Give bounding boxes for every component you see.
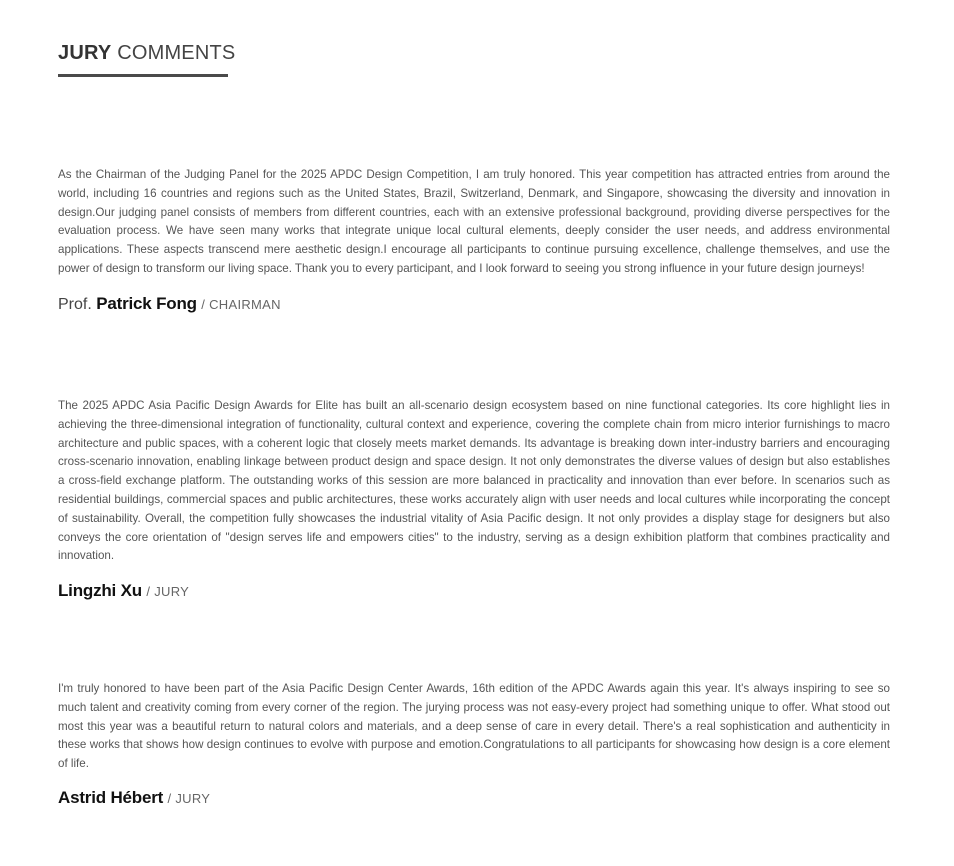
section-title xyxy=(58,41,235,65)
signature-role: / JURY xyxy=(146,584,190,600)
comment-text: As the Chairman of the Judging Panel for the 2025 APDC Design Competition, I am truly honored. This year competition has attracted entries from around the world, including 16 countries and regions such as the United States, Brazil, Switzerland, Denmark, and Singapore, showcasing the diversity and innovation in design.Our judging panel consists of members from different countries, each with an extensive professional background, providing diverse perspectives for the evaluation process. We have seen many works that integrate unique local cultural elements, deeply consider the user needs, and address environmental applications. These aspects transcend mere aesthetic design.I encourage all participants to continue pursuing excellence, challenge themselves, and use the power of design to transform our living space. Thank you to every participant, and I look forward to seeing you strong influence in your future design journeys! xyxy=(58,168,890,275)
jury-comment-astrid-hebert xyxy=(58,680,890,808)
signature-name: Patrick Fong xyxy=(96,293,197,313)
comment-text: I'm truly honored to have been part of the Asia Pacific Design Center Awards, 16th edition of the APDC Awards again this year. It's always inspiring to see so much talent and creativity coming from every corner of the region. The jurying process was not easy-every project had something unique to offer. What stood out most this year was a beautiful return to natural colors and materials, and a deep sense of care in every detail. There's a real sophistication and authenticity in these works that shows how design continues to evolve with purpose and emotion.Congratulations to all participants for showcasing how design is a core element of life. xyxy=(58,682,890,771)
title-underline xyxy=(58,74,228,77)
section-title-rest: COMMENTS xyxy=(117,42,236,64)
signature xyxy=(58,788,890,808)
section-title-bold: JURY xyxy=(58,42,112,64)
jury-comment-lingzhi-xu xyxy=(58,397,890,601)
comment-text: The 2025 APDC Asia Pacific Design Awards for Elite has built an all-scenario design ecosystem based on nine functional categories. Its core highlight lies in achieving the three-dimensional integration of functionality, cultural context and experience, covering the complete chain from micro interior furnishings to macro architecture and public spaces, with a coherent logic that closely meets market demands. Its advantage is breaking down inter-industry barriers and encouraging cross-scenario innovation, enabling linkage between product design and space design. It not only demonstrates the diverse values of design but also establishes a cross-field exchange platform. The outstanding works of this session are more balanced in practicality and innovation than ever before. In scenarios such as residential buildings, commercial spaces and public architectures, these works accurately align with user needs and local cultures while incorporating the concept of sustainability. Overall, the competition fully showcases the industrial vitality of Asia Pacific design. It not only provides a display stage for designers but also conveys the core orientation of "design serves life and empowers cities" to the industry, serving as a design exhibition platform that combines practicality and innovation. xyxy=(58,399,890,563)
signature-prefix: Prof. xyxy=(58,295,92,313)
signature-name: Lingzhi Xu xyxy=(58,581,142,601)
signature-name: Astrid Hébert xyxy=(58,787,164,807)
signature-role: / JURY xyxy=(167,790,211,806)
signature xyxy=(58,581,890,601)
signature-role: / CHAIRMAN xyxy=(201,296,281,312)
jury-comment-chairman xyxy=(58,166,890,314)
signature xyxy=(58,294,890,314)
